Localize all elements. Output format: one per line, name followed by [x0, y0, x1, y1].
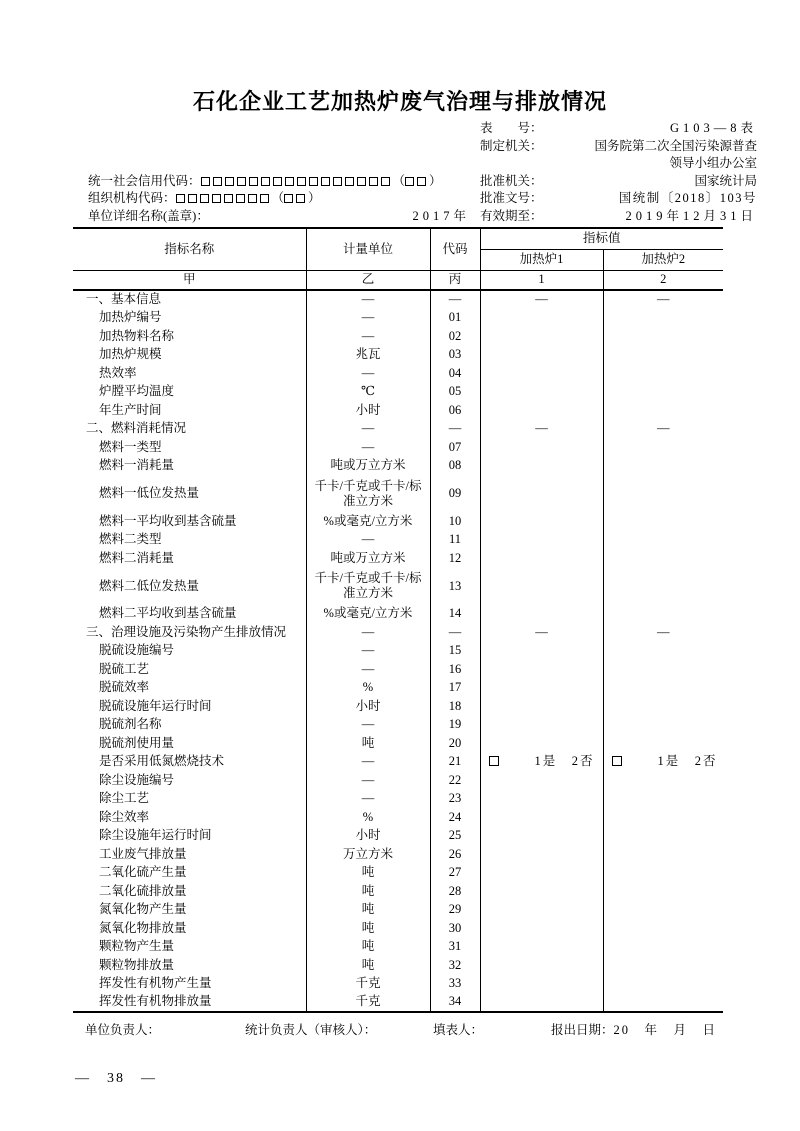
- doc-value: 国统制〔2018〕103号: [618, 191, 757, 205]
- code-cell: —: [430, 623, 480, 642]
- code-cell: 08: [430, 457, 480, 476]
- furnace2-value-cell[interactable]: [603, 882, 723, 901]
- code-cell: 30: [430, 919, 480, 938]
- indicator-row: [73, 697, 723, 716]
- indicator-name-cell: 颗粒物排放量: [99, 957, 175, 972]
- code-cell: 16: [430, 660, 480, 679]
- unit-name-label: 单位详细名称(盖章)：: [88, 208, 209, 223]
- furnace1-value-cell[interactable]: [480, 309, 603, 328]
- furnace2-value-cell[interactable]: [603, 512, 723, 531]
- indicator-row: [73, 938, 723, 957]
- approver-label: 批准机关：: [480, 173, 543, 188]
- code-cell: 13: [430, 568, 480, 605]
- code-cell: 28: [430, 882, 480, 901]
- furnace2-value-cell[interactable]: [603, 438, 723, 457]
- code-box-icon[interactable]: [321, 177, 330, 186]
- furnace2-value-cell: —: [603, 420, 723, 439]
- valid-until-label: 有效期至：: [480, 208, 543, 223]
- code-cell: 29: [430, 901, 480, 920]
- code-cell: 19: [430, 716, 480, 735]
- indicator-row: [73, 827, 723, 846]
- indicator-row: [73, 864, 723, 883]
- credit-code-label: 统一社会信用代码：: [88, 173, 201, 188]
- furnace2-value-cell[interactable]: [603, 531, 723, 550]
- indicator-row: [73, 919, 723, 938]
- unit-cell: —: [306, 290, 430, 309]
- code-box-icon[interactable]: [225, 177, 234, 186]
- indicator-row: [73, 531, 723, 550]
- indicator-name-cell: 是否采用低氮燃烧技术: [99, 754, 225, 769]
- code-cell: 34: [430, 993, 480, 1012]
- indicator-name-cell: 燃料二类型: [99, 532, 162, 547]
- unit-cell: 吨或万立方米: [306, 457, 430, 476]
- furnace2-value-cell[interactable]: [603, 364, 723, 383]
- code-cell: 22: [430, 771, 480, 790]
- furnace1-value-cell[interactable]: [480, 697, 603, 716]
- furnace1-value-cell[interactable]: [480, 327, 603, 346]
- furnace1-value-cell[interactable]: [480, 993, 603, 1012]
- code-box-icon[interactable]: [212, 194, 221, 203]
- indicator-name-cell: 燃料一平均收到基含硫量: [99, 513, 237, 528]
- unit-cell: 吨: [306, 938, 430, 957]
- indicator-row: [73, 438, 723, 457]
- furnace2-value-cell[interactable]: [603, 568, 723, 605]
- furnace2-value-cell[interactable]: [603, 383, 723, 402]
- furnace1-value-cell[interactable]: [480, 531, 603, 550]
- furnace2-value-cell[interactable]: [603, 549, 723, 568]
- furnace2-value-cell[interactable]: [603, 901, 723, 920]
- col-header-furnace1: 加热炉1: [480, 249, 603, 270]
- indicator-row: [73, 512, 723, 531]
- report-date: [551, 1021, 723, 1039]
- furnace1-value-cell[interactable]: [480, 568, 603, 605]
- doc-label: 批准文号：: [480, 191, 543, 205]
- furnace2-value-cell[interactable]: [603, 956, 723, 975]
- furnace2-value-cell[interactable]: [603, 716, 723, 735]
- code-cell: 02: [430, 327, 480, 346]
- code-cell: 23: [430, 790, 480, 809]
- furnace1-value-cell[interactable]: [480, 901, 603, 920]
- furnace1-value-cell: —: [480, 623, 603, 642]
- section-row: [73, 623, 723, 642]
- code-cell: 09: [430, 475, 480, 512]
- code-cell: 03: [430, 346, 480, 365]
- furnace1-value-cell[interactable]: [480, 716, 603, 735]
- code-box-icon[interactable]: [309, 177, 318, 186]
- indicator-row: [73, 975, 723, 994]
- year-value: 2017年: [412, 208, 470, 223]
- indicator-name-cell: 加热物料名称: [99, 328, 175, 343]
- indicator-name-cell: 燃料二低位发热量: [99, 578, 200, 593]
- code-box-icon[interactable]: [188, 194, 197, 203]
- indicator-row: [73, 401, 723, 420]
- furnace1-value-cell[interactable]: [480, 679, 603, 698]
- furnace2-value-cell[interactable]: [603, 605, 723, 624]
- indicator-row: [73, 605, 723, 624]
- org-code-label: 组织机构代码：: [88, 191, 176, 205]
- code-box-icon[interactable]: [176, 194, 185, 203]
- code-cell: 18: [430, 697, 480, 716]
- code-cell: 10: [430, 512, 480, 531]
- code-cell: 01: [430, 309, 480, 328]
- indicator-row: [73, 383, 723, 402]
- col-header-indicator: 指标名称: [73, 228, 306, 270]
- indicator-name-cell: 脱硫剂名称: [99, 717, 162, 732]
- indicator-row: [73, 845, 723, 864]
- furnace2-value-cell[interactable]: [603, 457, 723, 476]
- indicator-name-cell: 挥发性有机物排放量: [99, 994, 212, 1009]
- indicator-row: [73, 309, 723, 328]
- indicator-name-cell: 一、基本信息: [86, 292, 162, 307]
- unit-cell: 万立方米: [306, 845, 430, 864]
- code-cell: 15: [430, 642, 480, 661]
- indicator-name-cell: 燃料二平均收到基含硫量: [99, 606, 237, 621]
- unit-cell: —: [306, 364, 430, 383]
- indicator-row: [73, 734, 723, 753]
- indicator-row: [73, 716, 723, 735]
- unit-cell: 吨: [306, 864, 430, 883]
- code-cell: 07: [430, 438, 480, 457]
- indicator-name-cell: 年生产时间: [99, 402, 162, 417]
- furnace1-value-cell[interactable]: [480, 882, 603, 901]
- unit-cell: —: [306, 753, 430, 772]
- unit-cell: —: [306, 420, 430, 439]
- furnace1-value-cell[interactable]: [480, 845, 603, 864]
- indicator-name-cell: 除尘工艺: [99, 791, 150, 806]
- furnace1-value-cell[interactable]: [480, 771, 603, 790]
- code-box-icon[interactable]: [333, 177, 342, 186]
- code-cell: 26: [430, 845, 480, 864]
- indicator-name-cell: 除尘设施年运行时间: [99, 828, 212, 843]
- furnace2-value-cell[interactable]: [603, 938, 723, 957]
- checkbox-choice-label: 1是 2否: [657, 754, 718, 769]
- indicator-name-cell: 脱硫效率: [99, 680, 150, 695]
- unit-cell: %: [306, 679, 430, 698]
- furnace1-value-cell[interactable]: [480, 605, 603, 624]
- maker-label: 制定机关：: [480, 138, 543, 153]
- furnace1-value-cell[interactable]: [480, 401, 603, 420]
- indicator-name-cell: 颗粒物产生量: [99, 939, 175, 954]
- furnace1-value-cell[interactable]: [480, 660, 603, 679]
- checkbox-choice-label: 1是 2否: [534, 754, 595, 769]
- furnace2-value-cell[interactable]: [603, 808, 723, 827]
- indicator-name-cell: 氮氧化物排放量: [99, 920, 187, 935]
- indicator-row: [73, 808, 723, 827]
- indicator-row: [73, 882, 723, 901]
- code-box-icon[interactable]: [273, 177, 282, 186]
- unit-cell: —: [306, 771, 430, 790]
- furnace1-value-cell[interactable]: [480, 827, 603, 846]
- furnace1-value-cell[interactable]: [480, 549, 603, 568]
- col-header-value: 指标值: [480, 228, 723, 249]
- indicator-row: [73, 549, 723, 568]
- furnace1-value-cell[interactable]: [480, 790, 603, 809]
- furnace1-value-cell: —: [480, 290, 603, 309]
- sub-header-1: 1: [480, 270, 603, 290]
- furnace2-value-cell: —: [603, 623, 723, 642]
- furnace2-value-cell[interactable]: [603, 327, 723, 346]
- code-cell: 17: [430, 679, 480, 698]
- credit-code-boxes[interactable]: （ ）: [201, 173, 442, 191]
- indicator-row: [73, 679, 723, 698]
- indicator-name-cell: 二氧化硫排放量: [99, 883, 187, 898]
- furnace2-value-cell[interactable]: [603, 753, 723, 772]
- page-title: 石化企业工艺加热炉废气治理与排放情况: [192, 89, 607, 114]
- furnace1-value-cell[interactable]: [480, 346, 603, 365]
- furnace2-value-cell[interactable]: [603, 975, 723, 994]
- indicator-name-cell: 除尘设施编号: [99, 772, 175, 787]
- furnace2-value-cell[interactable]: [603, 845, 723, 864]
- form-header-block: [73, 120, 757, 225]
- unit-cell: —: [306, 790, 430, 809]
- unit-cell: —: [306, 623, 430, 642]
- furnace1-value-cell[interactable]: [480, 734, 603, 753]
- code-cell: 31: [430, 938, 480, 957]
- indicator-name-cell: 脱硫设施编号: [99, 643, 175, 658]
- indicator-name-cell: 燃料一消耗量: [99, 458, 175, 473]
- code-cell: 27: [430, 864, 480, 883]
- code-cell: 20: [430, 734, 480, 753]
- furnace2-value-cell[interactable]: [603, 642, 723, 661]
- indicator-row: [73, 753, 723, 772]
- code-box-icon[interactable]: [369, 177, 378, 186]
- unit-cell: 兆瓦: [306, 346, 430, 365]
- code-box-icon[interactable]: [284, 194, 293, 203]
- unit-cell: 千克: [306, 993, 430, 1012]
- indicator-name-cell: 二、燃料消耗情况: [86, 421, 187, 436]
- unit-cell: 吨: [306, 734, 430, 753]
- unit-cell: —: [306, 327, 430, 346]
- code-cell: 24: [430, 808, 480, 827]
- unit-cell: —: [306, 716, 430, 735]
- code-cell: 04: [430, 364, 480, 383]
- filler-label: 填表人：: [433, 1022, 484, 1037]
- code-box-icon[interactable]: [248, 194, 257, 203]
- furnace1-value-cell[interactable]: [480, 753, 603, 772]
- code-box-icon[interactable]: [405, 177, 414, 186]
- unit-cell: —: [306, 642, 430, 661]
- furnace2-value-cell[interactable]: [603, 309, 723, 328]
- code-cell: 06: [430, 401, 480, 420]
- indicator-row: [73, 660, 723, 679]
- col-header-furnace2: 加热炉2: [603, 249, 723, 270]
- code-cell: 32: [430, 956, 480, 975]
- code-cell: 05: [430, 383, 480, 402]
- unit-cell: 千克: [306, 975, 430, 994]
- indicator-name-cell: 挥发性有机物产生量: [99, 976, 212, 991]
- unit-cell: %: [306, 808, 430, 827]
- report-date-label: 报出日期：: [551, 1022, 614, 1037]
- indicator-table: [73, 227, 723, 1013]
- code-box-icon[interactable]: [237, 177, 246, 186]
- code-box-icon[interactable]: [417, 177, 426, 186]
- code-box-icon[interactable]: [297, 177, 306, 186]
- furnace1-value-cell[interactable]: [480, 864, 603, 883]
- section-row: [73, 420, 723, 439]
- furnace1-value-cell[interactable]: [480, 956, 603, 975]
- unit-cell: 吨: [306, 919, 430, 938]
- unit-cell: —: [306, 660, 430, 679]
- maker-value-line2: 领导小组办公室: [669, 156, 757, 170]
- unit-cell: 千卡/千克或千卡/标准立方米: [306, 568, 430, 605]
- report-date-value: 20 年 月 日: [613, 1022, 718, 1037]
- unit-cell: —: [306, 531, 430, 550]
- indicator-row: [73, 771, 723, 790]
- indicator-row: [73, 568, 723, 605]
- unit-cell: —: [306, 438, 430, 457]
- sub-header-2: 2: [603, 270, 723, 290]
- maker-value-line1: 国务院第二次全国污染源普查: [594, 138, 757, 153]
- furnace2-value-cell[interactable]: [603, 679, 723, 698]
- code-box-icon[interactable]: [345, 177, 354, 186]
- indicator-name-cell: 燃料二消耗量: [99, 550, 175, 565]
- indicator-name-cell: 除尘效率: [99, 809, 150, 824]
- furnace2-value-cell[interactable]: [603, 864, 723, 883]
- indicator-row: [73, 457, 723, 476]
- furnace1-value-cell[interactable]: [480, 808, 603, 827]
- furnace2-value-cell[interactable]: [603, 993, 723, 1012]
- furnace1-value-cell[interactable]: [480, 938, 603, 957]
- page-number: — 38 —: [75, 1070, 157, 1086]
- code-cell: 33: [430, 975, 480, 994]
- approver-value: 国家统计局: [694, 173, 757, 188]
- code-box-icon[interactable]: [260, 194, 269, 203]
- furnace1-value-cell[interactable]: [480, 438, 603, 457]
- unit-cell: 吨: [306, 901, 430, 920]
- furnace2-value-cell[interactable]: [603, 734, 723, 753]
- section-row: [73, 290, 723, 309]
- code-box-icon[interactable]: [224, 194, 233, 203]
- unit-cell: 小时: [306, 697, 430, 716]
- col-header-code: 代码: [430, 228, 480, 270]
- indicator-name-cell: 炉膛平均温度: [99, 384, 175, 399]
- form-footer: [73, 1021, 723, 1039]
- furnace1-value-cell[interactable]: [480, 383, 603, 402]
- code-cell: 11: [430, 531, 480, 550]
- indicator-name-cell: 加热炉规模: [99, 347, 162, 362]
- indicator-name-cell: 加热炉编号: [99, 310, 162, 325]
- furnace1-value-cell[interactable]: [480, 919, 603, 938]
- code-box-icon[interactable]: [381, 177, 390, 186]
- furnace2-value-cell[interactable]: [603, 660, 723, 679]
- code-box-icon[interactable]: [249, 177, 258, 186]
- unit-cell: 吨: [306, 882, 430, 901]
- furnace2-value-cell[interactable]: [603, 346, 723, 365]
- indicator-name-cell: 燃料一低位发热量: [99, 486, 200, 500]
- code-cell: 21: [430, 753, 480, 772]
- furnace2-value-cell[interactable]: [603, 697, 723, 716]
- unit-cell: ℃: [306, 383, 430, 402]
- sub-header-yi: 乙: [306, 270, 430, 290]
- unit-head-label: 单位负责人：: [85, 1022, 161, 1037]
- indicator-row: [73, 475, 723, 512]
- code-box-icon[interactable]: [296, 194, 305, 203]
- furnace2-value-cell[interactable]: [603, 401, 723, 420]
- indicator-name-cell: 热效率: [99, 365, 137, 380]
- checkbox-icon[interactable]: [612, 756, 622, 766]
- valid-until-value: 2019年12月31日: [625, 208, 757, 223]
- indicator-name-cell: 氮氧化物产生量: [99, 902, 187, 917]
- furnace1-value-cell[interactable]: [480, 642, 603, 661]
- unit-cell: 小时: [306, 827, 430, 846]
- code-box-icon[interactable]: [200, 194, 209, 203]
- code-box-icon[interactable]: [201, 177, 210, 186]
- col-header-unit: 计量单位: [306, 228, 430, 270]
- furnace2-value-cell[interactable]: [603, 919, 723, 938]
- furnace2-value-cell[interactable]: [603, 790, 723, 809]
- code-box-icon[interactable]: [213, 177, 222, 186]
- furnace1-value-cell[interactable]: [480, 457, 603, 476]
- code-cell: 12: [430, 549, 480, 568]
- indicator-name-cell: 三、治理设施及污染物产生排放情况: [86, 624, 287, 639]
- furnace1-value-cell[interactable]: [480, 364, 603, 383]
- unit-cell: —: [306, 309, 430, 328]
- furnace2-value-cell[interactable]: [603, 771, 723, 790]
- indicator-row: [73, 364, 723, 383]
- code-cell: 14: [430, 605, 480, 624]
- indicator-name-cell: 脱硫工艺: [99, 661, 150, 676]
- sub-header-jia: 甲: [73, 270, 306, 290]
- unit-cell: 吨或万立方米: [306, 549, 430, 568]
- indicator-name-cell: 燃料一类型: [99, 439, 162, 454]
- checkbox-icon[interactable]: [489, 756, 499, 766]
- sub-header-bing: 丙: [430, 270, 480, 290]
- indicator-name-cell: 脱硫剂使用量: [99, 735, 175, 750]
- furnace2-value-cell[interactable]: [603, 827, 723, 846]
- stats-head-label: 统计负责人（审核人）：: [245, 1022, 377, 1037]
- furnace1-value-cell[interactable]: [480, 475, 603, 512]
- indicator-row: [73, 993, 723, 1012]
- furnace2-value-cell[interactable]: [603, 475, 723, 512]
- furnace1-value-cell[interactable]: [480, 975, 603, 994]
- furnace2-value-cell: —: [603, 290, 723, 309]
- indicator-name-cell: 二氧化硫产生量: [99, 865, 187, 880]
- indicator-row: [73, 790, 723, 809]
- indicator-name-cell: 工业废气排放量: [99, 846, 187, 861]
- indicator-name-cell: 脱硫设施年运行时间: [99, 698, 212, 713]
- code-box-icon[interactable]: [357, 177, 366, 186]
- furnace1-value-cell[interactable]: [480, 512, 603, 531]
- unit-cell: 吨: [306, 956, 430, 975]
- code-box-icon[interactable]: [236, 194, 245, 203]
- form-no-value: G103—8表: [669, 121, 757, 135]
- unit-cell: 小时: [306, 401, 430, 420]
- org-code-boxes[interactable]: （ ）: [176, 190, 321, 208]
- code-box-icon[interactable]: [261, 177, 270, 186]
- furnace1-value-cell: —: [480, 420, 603, 439]
- code-cell: —: [430, 290, 480, 309]
- code-cell: —: [430, 420, 480, 439]
- indicator-row: [73, 346, 723, 365]
- code-box-icon[interactable]: [285, 177, 294, 186]
- indicator-row: [73, 956, 723, 975]
- unit-cell: %或毫克/立方米: [306, 605, 430, 624]
- indicator-row: [73, 327, 723, 346]
- unit-cell: %或毫克/立方米: [306, 512, 430, 531]
- unit-cell: 千卡/千克或千卡/标准立方米: [306, 475, 430, 512]
- code-cell: 25: [430, 827, 480, 846]
- form-no-label: 表 号：: [480, 121, 543, 135]
- indicator-row: [73, 901, 723, 920]
- indicator-row: [73, 642, 723, 661]
